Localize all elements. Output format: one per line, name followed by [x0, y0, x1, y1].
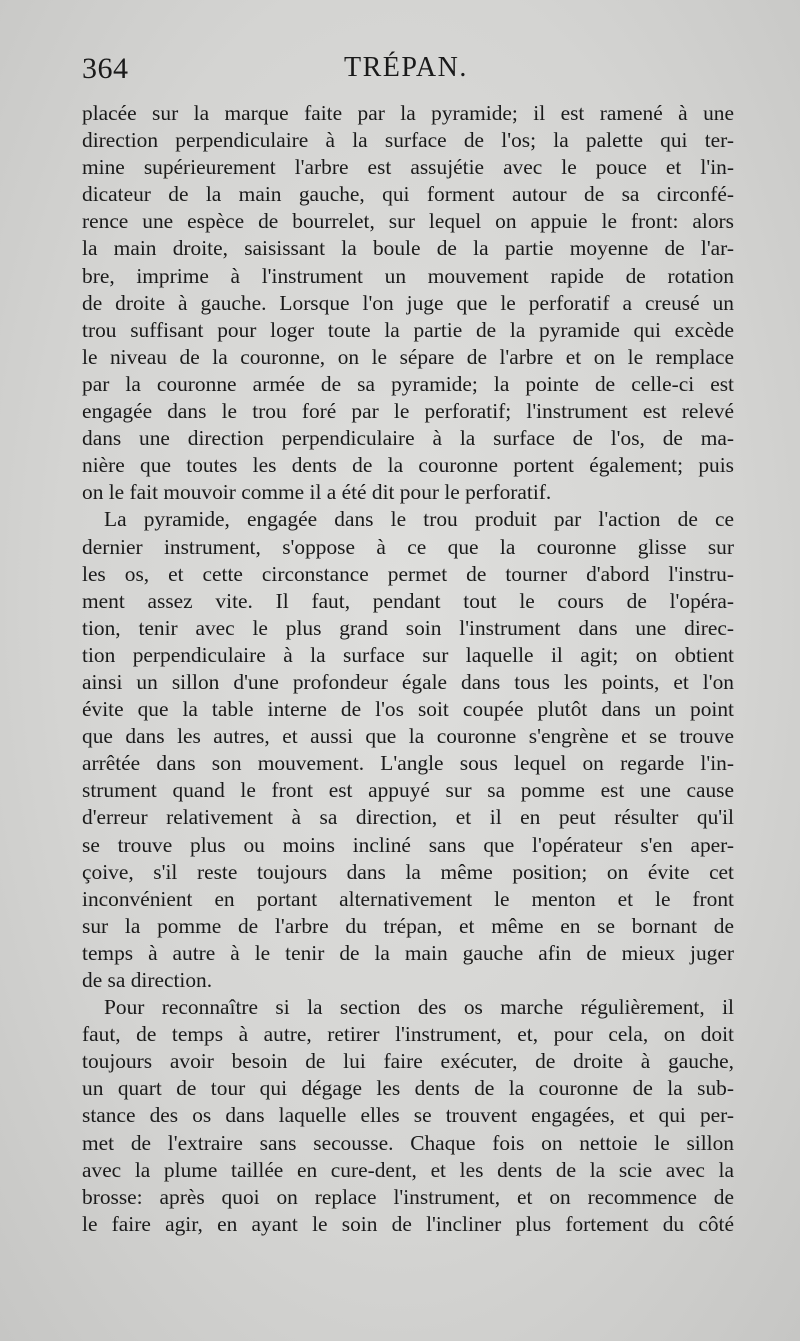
- page-header: [82, 52, 732, 92]
- text-line: bre, imprime à l'instrument un mouvement rapide de rotation: [82, 263, 734, 288]
- text-line: rence une espèce de bourrelet, sur lequel on appuie le front: alors: [82, 209, 734, 234]
- text-line: tion perpendiculaire à la surface sur laquelle il agit; on obtient: [82, 642, 734, 667]
- text-line: que dans les autres, et aussi que la couronne s'engrène et se trouve: [82, 724, 734, 749]
- body-text: [82, 100, 734, 1238]
- text-line: dicateur de la main gauche, qui forment autour de sa circonfé-: [82, 182, 734, 207]
- text-line: toujours avoir besoin de lui faire exécuter, de droite à gauche,: [82, 1049, 734, 1074]
- text-line: de droite à gauche. Lorsque l'on juge que le perforatif a creusé un: [82, 290, 734, 315]
- text-line: la main droite, saisissant la boule de la partie moyenne de l'ar-: [82, 236, 734, 261]
- text-line: ment assez vite. Il faut, pendant tout le cours de l'opéra-: [82, 588, 734, 613]
- text-line: dernier instrument, s'oppose à ce que la couronne glisse sur: [82, 534, 734, 559]
- text-line: les os, et cette circonstance permet de tourner d'abord l'instru-: [82, 561, 734, 586]
- text-line: sur la pomme de l'arbre du trépan, et même en se bornant de: [82, 913, 734, 938]
- text-line: strument quand le front est appuyé sur sa pomme est une cause: [82, 778, 734, 803]
- text-line: çoive, s'il reste toujours dans la même position; on évite cet: [82, 859, 734, 884]
- text-line: par la couronne armée de sa pyramide; la pointe de celle-ci est: [82, 371, 734, 396]
- text-line: le faire agir, en ayant le soin de l'incliner plus fortement du côté: [82, 1211, 734, 1236]
- page-number: 364: [82, 52, 129, 85]
- text-line: stance des os dans laquelle elles se trouvent engagées, et qui per-: [82, 1103, 734, 1128]
- text-line: Pour reconnaître si la section des os marche régulièrement, il: [104, 995, 734, 1020]
- text-line: trou suffisant pour loger toute la partie de la pyramide qui excède: [82, 317, 734, 342]
- text-line: direction perpendiculaire à la surface de l'os; la palette qui ter-: [82, 128, 734, 153]
- text-line: inconvénient en portant alternativement le menton et le front: [82, 886, 734, 911]
- text-line: La pyramide, engagée dans le trou produit par l'action de ce: [104, 507, 734, 532]
- text-line: un quart de tour qui dégage les dents de la couronne de la sub-: [82, 1076, 734, 1101]
- text-line: le niveau de la couronne, on le sépare de l'arbre et on le remplace: [82, 344, 734, 369]
- running-title: TRÉPAN.: [344, 52, 468, 83]
- text-line: nière que toutes les dents de la couronne portent également; puis: [82, 453, 734, 478]
- text-line: dans une direction perpendiculaire à la surface de l'os, de ma-: [82, 426, 734, 451]
- text-line: se trouve plus ou moins incliné sans que l'opérateur s'en aper-: [82, 832, 734, 857]
- text-line: placée sur la marque faite par la pyramide; il est ramené à une: [82, 101, 734, 125]
- text-line: d'erreur relativement à sa direction, et il en peut résulter qu'il: [82, 805, 734, 830]
- text-line: mine supérieurement l'arbre est assujétie avec le pouce et l'in-: [82, 155, 734, 180]
- text-line: met de l'extraire sans secousse. Chaque fois on nettoie le sillon: [82, 1130, 734, 1155]
- text-line: ainsi un sillon d'une profondeur égale dans tous les points, et l'on: [82, 669, 734, 694]
- text-line: faut, de temps à autre, retirer l'instrument, et, pour cela, on doit: [82, 1022, 734, 1047]
- text-line: brosse: après quoi on replace l'instrument, et on recommence de: [82, 1184, 734, 1209]
- text-line: évite que la table interne de l'os soit coupée plutôt dans un point: [82, 697, 734, 722]
- text-line: engagée dans le trou foré par le perforatif; l'instrument est relevé: [82, 399, 734, 424]
- text-line: avec la plume taillée en cure-dent, et les dents de la scie avec la: [82, 1157, 734, 1182]
- text-line: temps à autre à le tenir de la main gauche afin de mieux juger: [82, 940, 734, 965]
- text-line: de sa direction.: [82, 968, 213, 992]
- text-line: tion, tenir avec le plus grand soin l'instrument dans une direc-: [82, 615, 734, 640]
- text-line: arrêtée dans son mouvement. L'angle sous lequel on regarde l'in-: [82, 751, 734, 776]
- text-line: on le fait mouvoir comme il a été dit pour le perforatif.: [82, 480, 552, 505]
